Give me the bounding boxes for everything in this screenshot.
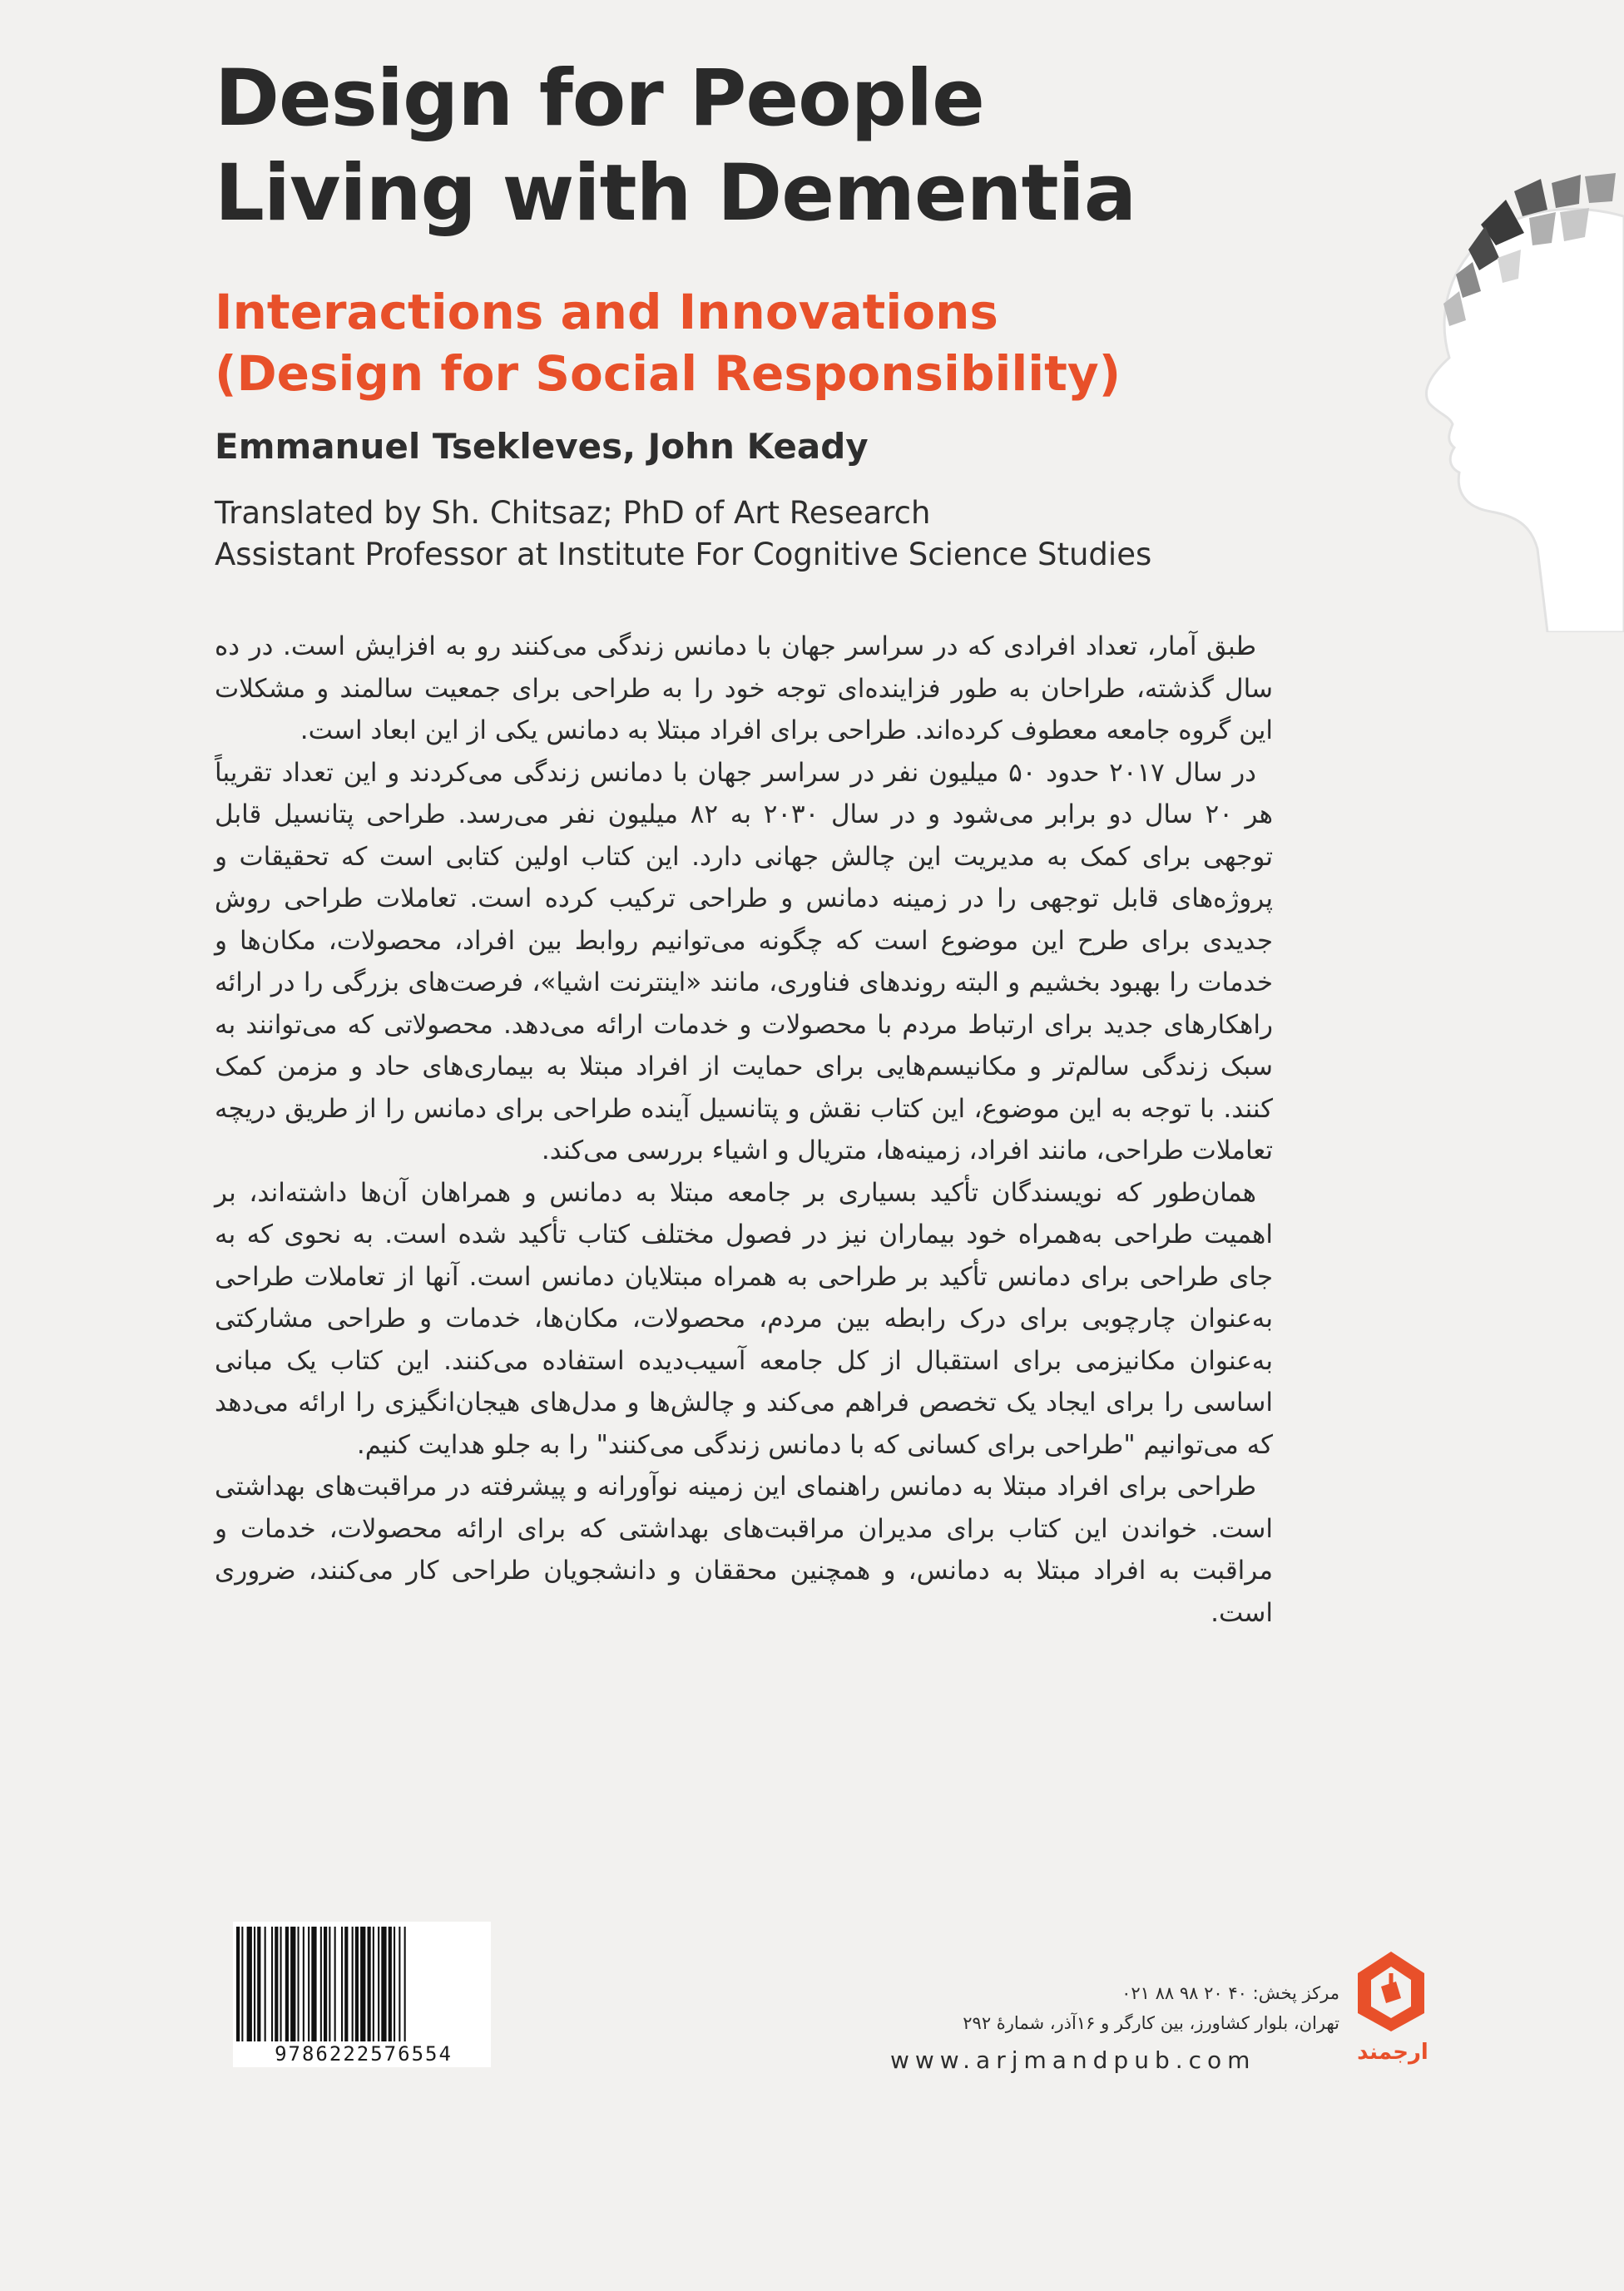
subtitle-line-1: Interactions and Innovations — [215, 284, 998, 340]
barcode-bar — [378, 1927, 379, 2041]
barcode-bar — [334, 1927, 336, 2041]
barcode-bar — [394, 1927, 395, 2041]
authors: Emmanuel Tsekleves, John Keady — [215, 426, 869, 467]
barcode-bar — [285, 1927, 289, 2041]
barcode-bar — [303, 1927, 304, 2041]
barcode-bar — [311, 1927, 316, 2041]
publisher-website: www.arjmandpub.com — [890, 2046, 1256, 2074]
barcode-bar — [320, 1927, 322, 2041]
barcode-bar — [389, 1927, 392, 2041]
publisher-address: تهران، بلوار کشاورز، بین کارگر و ۱۶آذر، شمارهٔ ۲۹۲ — [963, 2013, 1339, 2033]
title-line-1: Design for People — [215, 53, 984, 144]
barcode-bar — [236, 1927, 240, 2041]
barcode-bar — [290, 1927, 295, 2041]
blurb-paragraph-2: در سال ۲۰۱۷ حدود ۵۰ میلیون نفر در سراسر جهان با دمانس زندگی می‌کردند و این تعداد تقریباً هر ۲۰ سال دو برابر می‌شود و در سال ۲۰۳۰ به ۸۲ میلیون نفر می‌رسد. طراحی پتانسیل قابل توجهی برای کمک به مدیریت این چالش جهانی دارد. این کتاب اولین کتابی است که تحقیقات و پروژه‌های قابل توجهی را در زمینه دمانس و طراحی ترکیب کرده است. تعاملات طراحی روش جدیدی برای طرح این موضوع است که چگونه می‌توانیم روابط بین افراد، محصولات، مکان‌ها و خدمات را بهبود بخشیم و البته روندهای فناوری، مانند «اینترنت اشیا»، فرصت‌های بزرگی را در ارائه راهکارهای جدید برای ارتباط مردم با محصولات و خدمات ارائه می‌دهد. محصولاتی که می‌توانند به سبک زندگی سالم‌تر و مکانیسم‌هایی برای حمایت از افراد مبتلا به بیماری‌های حاد و مزمن کمک کنند. با توجه به این موضوع، این کتاب نقش و پتانسیل آینده طراحی برای دمانس را از طریق دریچه تعاملات طراحی، مانند افراد، زمینه‌ها، متریال و اشیاء بررسی می‌کند. — [215, 757, 1274, 1165]
barcode-bar — [271, 1927, 273, 2041]
book-title — [215, 52, 1296, 241]
barcode-bar — [399, 1927, 400, 2041]
blurb-paragraph-1: طبق آمار، تعداد افرادی که در سراسر جهان با دمانس زندگی می‌کنند رو به افزایش است. در ده سال گذشته، طراحان به طور فزاینده‌ای توجه خود را به طراحی برای جمعیت سالمند و مشکلات این گروه جامعه معطوف کرده‌اند. طراحی برای افراد مبتلا به دمانس یکی از این ابعاد است. — [215, 631, 1273, 745]
title-line-2: Living with Dementia — [215, 148, 1136, 239]
distribution-phone: مرکز پخش: ۴۰ ۲۰ ۹۸ ۸۸ ۰۲۱ — [1121, 1983, 1339, 2003]
blurb-paragraph-3: همان‌طور که نویسندگان تأکید بسیاری بر جامعه مبتلا به دمانس و همراهان آن‌ها داشته‌اند، بر اهمیت طراحی به‌همراه خود بیماران نیز در فصول مختلف کتاب تأکید شده است. به نحوی که به جای طراحی برای دمانس تأکید بر طراحی به همراه مبتلایان دمانس است. آنها از تعاملات طراحی به‌عنوان چارچوبی برای درک رابطه بین مردم، محصولات، مکان‌ها، خدمات و طراحی مشارکتی به‌عنوان مکانیزمی برای استقبال از کل جامعه آسیب‌دیده استفاده می‌کنند. این کتاب یک مبانی اساسی را برای ایجاد یک تخصص فراهم می‌کند و چالش‌ها و مدل‌های هیجان‌انگیزی را ارائه می‌دهد که می‌توانیم "طراحی برای کسانی که با دمانس زندگی می‌کنند" را به جلو هدایت کنیم. — [215, 1177, 1273, 1460]
barcode-bar — [254, 1927, 255, 2041]
barcode-bar — [368, 1927, 371, 2041]
barcode-bar — [308, 1927, 309, 2041]
isbn-digits: 9786222576554 — [236, 2042, 491, 2066]
barcode-bar — [257, 1927, 260, 2041]
barcode-bar — [241, 1927, 243, 2041]
barcode-bar — [265, 1927, 266, 2041]
barcode-bar — [381, 1927, 386, 2041]
barcode-bar — [280, 1927, 282, 2041]
barcode-bar — [360, 1927, 365, 2041]
barcode-bar — [404, 1927, 406, 2041]
barcode-bar — [355, 1927, 359, 2041]
blurb-text — [215, 626, 1273, 1634]
book-subtitle — [215, 281, 1296, 404]
barcode-bar — [298, 1927, 300, 2041]
barcode-bar — [352, 1927, 354, 2041]
publisher-logo-name: ارجمند — [1357, 2040, 1428, 2065]
barcode-bar — [275, 1927, 278, 2041]
translator-credit — [215, 492, 1296, 576]
subtitle-line-2: (Design for Social Responsibility) — [215, 345, 1121, 402]
blurb-paragraph-4: طراحی برای افراد مبتلا به دمانس راهنمای این زمینه نوآورانه و پیشرفته در مراقبت‌های بهداشتی است. خواندن این کتاب برای مدیران مراقبت‌های بهداشتی که برای ارائه محصولات، خدمات و مراقبت به افراد مبتلا به دمانس، و همچنین محققان و دانشجویان طراحی کار می‌کنند، ضروری است. — [215, 1472, 1273, 1628]
barcode-bar — [329, 1927, 330, 2041]
translator-line-1: Translated by Sh. Chitsaz; PhD of Art Research — [215, 495, 931, 531]
barcode-bar — [341, 1927, 343, 2041]
barcode-bar — [373, 1927, 374, 2041]
barcode-bar — [247, 1927, 252, 2041]
translator-line-2: Assistant Professor at Institute For Cognitive Science Studies — [215, 537, 1152, 572]
publisher-logo-icon — [1353, 1948, 1429, 2035]
barcode-bar — [344, 1927, 348, 2041]
publisher-info — [882, 1978, 1339, 2038]
barcode-bar — [324, 1927, 327, 2041]
